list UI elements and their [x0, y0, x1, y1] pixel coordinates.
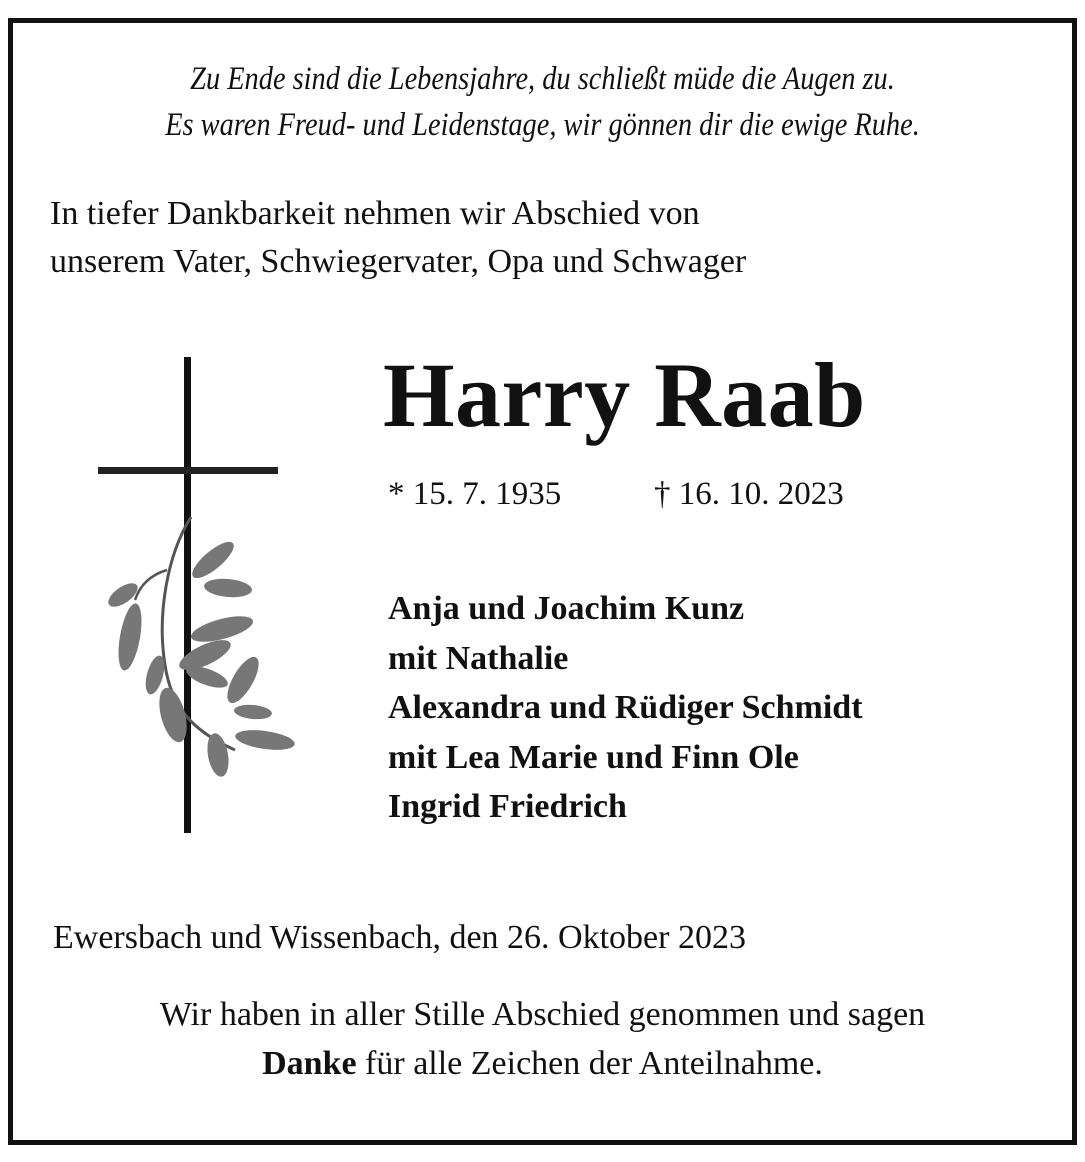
deceased-name: Harry Raab: [383, 344, 866, 446]
intro-line: In tiefer Dankbarkeit nehmen wir Abschied von: [50, 195, 700, 232]
thanks-word: Danke: [262, 1045, 357, 1082]
intro-text: [50, 190, 746, 286]
closing-text: [0, 990, 1085, 1088]
poem: [76, 56, 1009, 148]
poem-line: Zu Ende sind die Lebensjahre, du schließt müde die Augen zu.: [190, 61, 895, 97]
closing-rest: für alle Zeichen der Anteilnahme.: [356, 1045, 823, 1082]
poem-line: Es waren Freud- und Leidenstage, wir gönnen dir die ewige Ruhe.: [165, 107, 920, 143]
closing-line: Wir haben in aller Stille Abschied genommen und sagen: [159, 996, 926, 1033]
place-and-date: Ewersbach und Wissenbach, den 26. Oktober 2023: [53, 919, 746, 956]
family-list: [388, 584, 863, 832]
family-member: mit Nathalie: [388, 639, 569, 677]
family-member: Ingrid Friedrich: [388, 788, 627, 825]
closing-line-2: [0, 1039, 1085, 1088]
family-member: mit Lea Marie und Finn Ole: [388, 738, 799, 776]
cross-with-branch-icon: [95, 355, 300, 835]
family-member: Anja und Joachim Kunz: [388, 590, 745, 627]
family-member: Alexandra und Rüdiger Schmidt: [388, 689, 863, 726]
intro-line: unserem Vater, Schwiegervater, Opa und Schwager: [50, 243, 747, 280]
death-date: † 16. 10. 2023: [654, 476, 844, 512]
birth-date: * 15. 7. 1935: [388, 476, 562, 512]
